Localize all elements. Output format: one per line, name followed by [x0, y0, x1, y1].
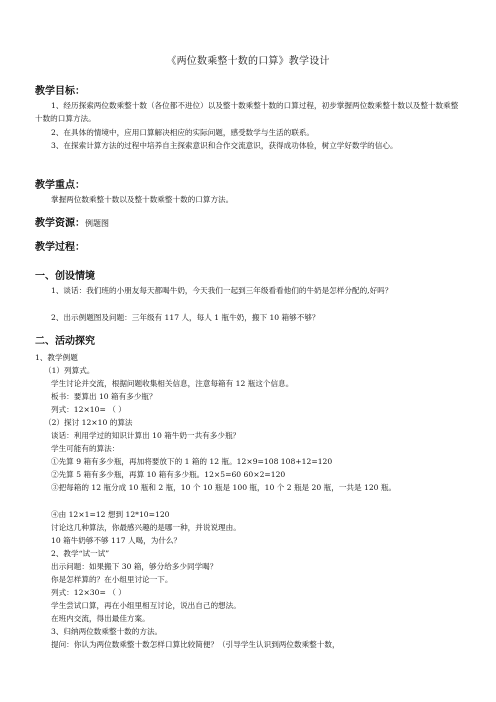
section2-line: 学生讨论并交流，根据问题收集相关信息，注意每箱有 12 瓶这个信息。: [51, 379, 294, 388]
goal-item-1: 1、经历探索两位数乘整十数（各位都不进位）以及整十数乘整十数的口算过程，初步掌握两位数乘整十数以及整十数乘整十数的口算方法。: [35, 101, 459, 124]
goal-item-3: 3、在探索计算方法的过程中培养自主探索意识和合作交流意识，获得成功体验，树立学好数学的信心。: [51, 141, 398, 150]
section2-line: 学生可能有的算法：: [51, 444, 120, 453]
section2-line: 提问：你认为两位数乘整十数怎样口算比较简便？（引导学生认识到两位数乘整十数，: [51, 640, 340, 649]
section2-line: 10 箱牛奶够不够 117 人喝，为什么？: [51, 536, 182, 545]
section2-line: （2）探讨 12×10 的算法: [44, 418, 133, 427]
section2-line: 谈话：利用学过的知识计算出 10 箱牛奶一共有多少瓶？: [51, 431, 241, 440]
focus-text: 掌握两位数乘整十数以及整十数乘整十数的口算方法。: [51, 195, 234, 204]
section1-item-2: 2、出示例题图及问题：三年级有 117 人，每人 1 瓶牛奶，搬下 10 箱够不够？: [51, 313, 320, 322]
process-heading: 教学过程：: [35, 242, 85, 253]
section2-line: ①先算 9 箱有多少瓶，再加将要放下的 1 箱的 12 瓶。12×9=108 108+12=120: [51, 457, 333, 466]
section2-line: 在班内交流，得出最佳方案。: [51, 614, 150, 623]
document-title: 《两位数乘整十数的口算》教学设计: [166, 56, 330, 67]
section2-line: ②先算 5 箱有多少瓶，再算 10 箱有多少瓶。12×5=60 60×2=120: [51, 470, 286, 479]
resources-line: [35, 214, 109, 229]
section2-line: 列式：12×30= （ ）: [51, 588, 126, 597]
section2-line: 你是怎样算的？在小组里讨论一下。: [51, 575, 173, 584]
section2-line: 2、教学“试一试”: [51, 549, 110, 558]
section2-line: 学生尝试口算，再在小组里相互讨论，说出自己的想法。: [51, 601, 241, 610]
focus-heading: 教学重点：: [35, 180, 85, 191]
resources-text: 例题图: [85, 219, 109, 228]
section2-line: ④由 12×1=12 想到 12*10=120: [51, 510, 170, 519]
section2-line: ③把每箱的 12 瓶分成 10 瓶和 2 瓶，10 个 10 瓶是 100 瓶，10 个 2 瓶是 20 瓶，一共是 120 瓶。: [51, 483, 397, 492]
section1-item-1: 1、谈话：我们班的小朋友每天都喝牛奶，今天我们一起到三年级看看他们的牛奶是怎样分配的,好吗？: [51, 286, 393, 295]
section1-heading: 一、创设情境: [35, 271, 95, 282]
section2-line: （1）列算式。: [44, 366, 95, 375]
section2-line: 列式：12×10= （ ）: [51, 405, 126, 414]
section2-line: 1、教学例题: [35, 353, 78, 362]
goal-item-2: 2、在具体的情境中，应用口算解决相应的实际问题，感受数学与生活的联系。: [51, 128, 315, 137]
section2-line: 板书：要算出 10 箱有多少瓶？: [51, 392, 157, 401]
section2-line: 3、归纳两位数乘整十数的方法。: [51, 627, 163, 636]
section2-line: 出示问题：如果搬下 30 箱，够分给多少同学喝？: [51, 562, 218, 571]
goals-heading: 教学目标：: [35, 86, 85, 97]
section2-heading: 二、活动探究: [35, 336, 95, 347]
resources-heading: 教学资源：: [35, 218, 85, 229]
section2-line: 讨论这几种算法，你最感兴趣的是哪一种，并说说理由。: [51, 523, 241, 532]
